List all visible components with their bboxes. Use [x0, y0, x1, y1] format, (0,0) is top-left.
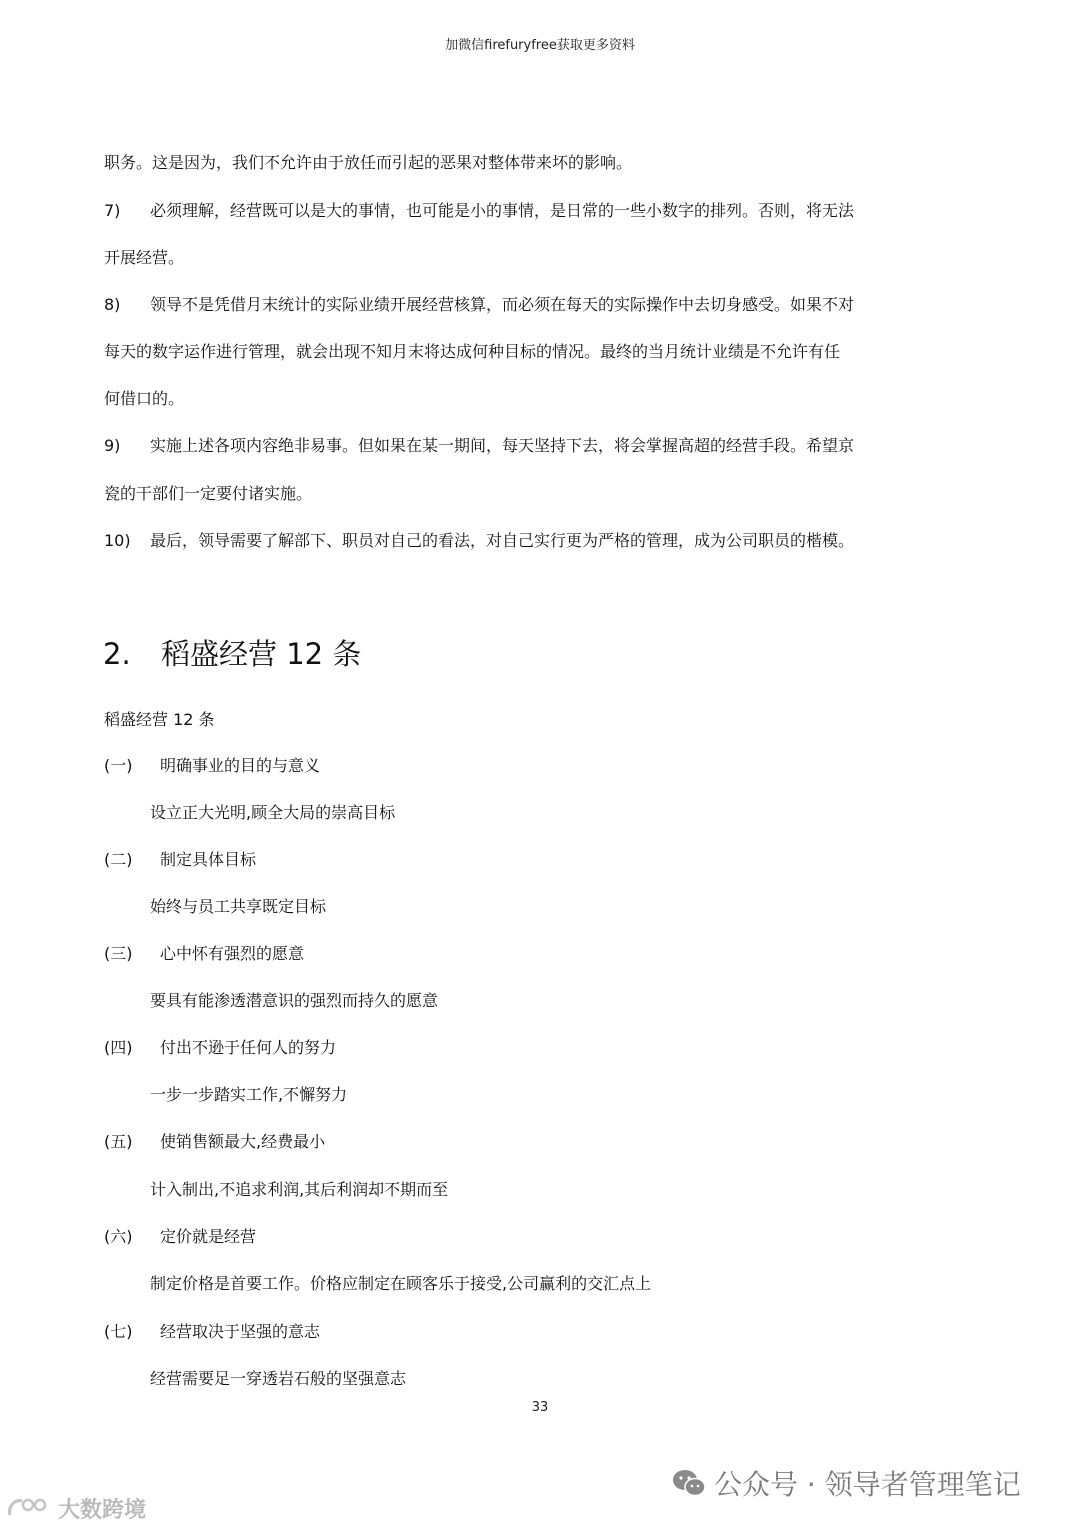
paragraph-line [104, 433, 984, 456]
item-detail: 始终与员工共享既定目标 [150, 897, 327, 916]
item-label: (六) [104, 1227, 133, 1246]
paragraph-text: 必须理解，经营既可以是大的事情，也可能是小的事情，是日常的一些小数字的排列。否则，将无法 [150, 201, 855, 220]
item-detail: 设立正大光明,顾全大局的崇高目标 [150, 803, 396, 822]
list-number: 10) [104, 531, 131, 550]
list-number: 7) [104, 201, 121, 220]
item-detail: 经营需要足一穿透岩石般的坚强意志 [150, 1369, 407, 1388]
item-detail: 计入制出,不追求利润,其后利润却不期而至 [150, 1180, 449, 1199]
section-intro: 稻盛经营 12 条 [104, 710, 215, 729]
section-number: 2. [103, 637, 131, 671]
paragraph-line [104, 292, 984, 315]
paragraph-text: 开展经营。 [104, 248, 185, 267]
watermark-left [6, 1491, 146, 1525]
page-number: 33 [531, 1400, 549, 1415]
item-title: 使销售额最大,经费最小 [160, 1132, 326, 1151]
page-header: 加微信firefuryfree获取更多资料 [445, 38, 635, 53]
list-number: 9) [104, 436, 121, 455]
paragraph-text: 瓷的干部们一定要付诸实施。 [104, 484, 313, 503]
paragraph-line [104, 150, 984, 173]
item-label: (四) [104, 1038, 133, 1057]
brand-logo-icon [6, 1495, 54, 1521]
paragraph-line [104, 481, 984, 504]
paragraph-text: 何借口的。 [104, 389, 185, 408]
list-item [104, 1035, 984, 1058]
watermark-right [672, 1463, 1021, 1503]
item-label: (二) [104, 850, 133, 869]
item-title: 付出不逊于任何人的努力 [160, 1038, 337, 1057]
paragraph-line [104, 339, 984, 362]
watermark-left-text: 大数跨境 [58, 1497, 147, 1523]
paragraph-text: 领导不是凭借月末统计的实际业绩开展经营核算，而必须在每天的实际操作中去切身感受。如果不对 [150, 295, 855, 314]
paragraph-text: 实施上述各项内容绝非易事。但如果在某一期间，每天坚持下去，将会掌握高超的经营手段。希望京 [150, 436, 855, 455]
item-label: (三) [104, 944, 133, 963]
item-title: 经营取决于坚强的意志 [160, 1322, 321, 1341]
paragraph-text: 最后，领导需要了解部下、职员对自己的看法，对自己实行更为严格的管理，成为公司职员的楷模。 [150, 531, 855, 550]
list-item [104, 1224, 984, 1247]
section-heading [103, 632, 361, 673]
section-title: 稻盛经营 12 条 [161, 637, 362, 671]
wechat-icon [672, 1468, 706, 1498]
paragraph-text: 职务。这是因为，我们不允许由于放任而引起的恶果对整体带来坏的影响。 [104, 153, 633, 172]
item-label: (七) [104, 1322, 133, 1341]
item-label: (一) [104, 756, 133, 775]
item-detail: 要具有能渗透潜意识的强烈而持久的愿意 [150, 991, 439, 1010]
item-title: 定价就是经营 [160, 1227, 257, 1246]
paragraph-text: 每天的数字运作进行管理，就会出现不知月末将达成何种目标的情况。最终的当月统计业绩是不允许有任 [104, 342, 841, 361]
paragraph-line [104, 245, 984, 268]
paragraph-line [104, 386, 984, 409]
list-item [104, 753, 984, 776]
paragraph-line [104, 528, 984, 551]
item-title: 明确事业的目的与意义 [160, 756, 321, 775]
item-title: 制定具体目标 [160, 850, 257, 869]
watermark-right-text: 公众号 · 领导者管理笔记 [714, 1468, 1021, 1501]
list-item [104, 847, 984, 870]
list-number: 8) [104, 295, 121, 314]
item-detail: 制定价格是首要工作。价格应制定在顾客乐于接受,公司赢利的交汇点上 [150, 1274, 652, 1293]
item-detail: 一步一步踏实工作,不懈努力 [150, 1085, 348, 1104]
item-label: (五) [104, 1132, 133, 1151]
list-item [104, 1129, 984, 1152]
item-title: 心中怀有强烈的愿意 [160, 944, 305, 963]
list-item [104, 941, 984, 964]
paragraph-line [104, 198, 984, 221]
list-item [104, 1319, 984, 1342]
